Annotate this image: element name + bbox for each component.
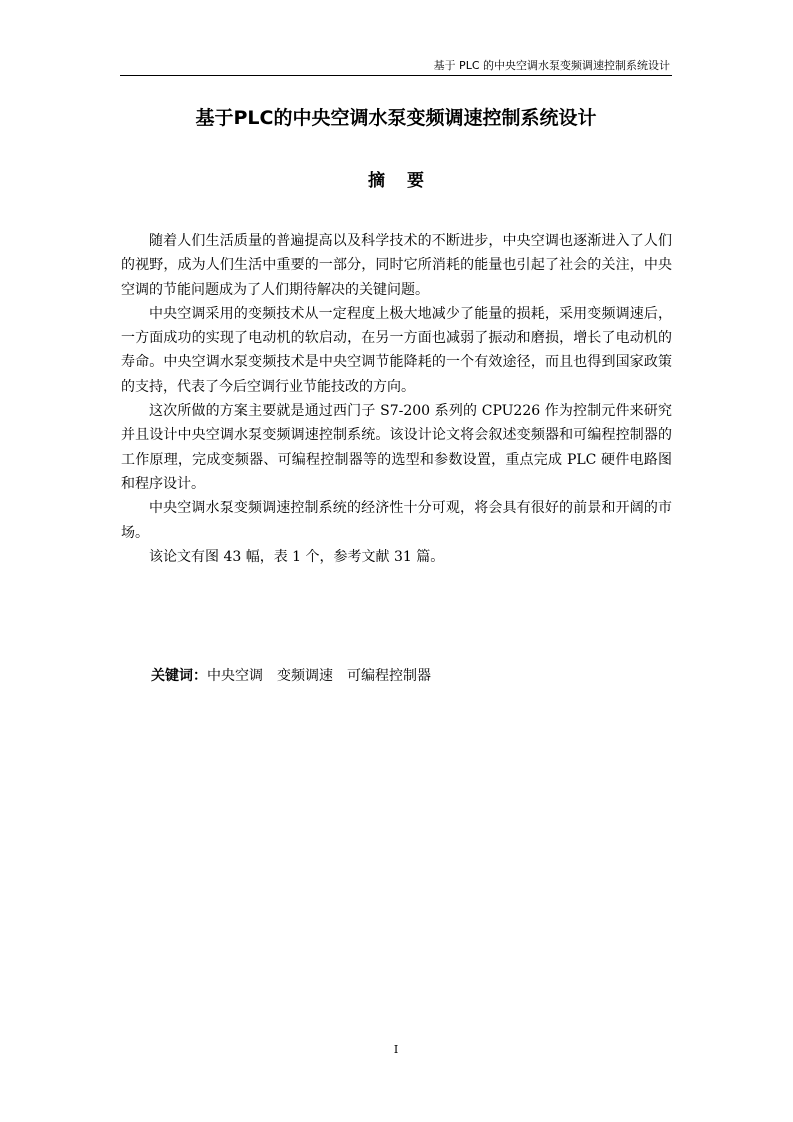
keyword-2: 变频调速 xyxy=(277,668,333,684)
keyword-3: 可编程控制器 xyxy=(347,668,431,684)
abstract-paragraph-4: 中央空调水泵变频调速控制系统的经济性十分可观，将会具有很好的前景和开阔的市场。 xyxy=(121,500,672,541)
document-title: 基于PLC的中央空调水泵变频调速控制系统设计 xyxy=(195,107,597,129)
keywords-line xyxy=(151,665,672,687)
abstract-paragraph-5: 该论文有图 43 幅，表 1 个，参考文献 31 篇。 xyxy=(149,548,445,565)
abstract-paragraph-2: 中央空调采用的变频技术从一定程度上极大地减少了能量的损耗，采用变频调速后，一方面成功的实现了电动机的软启动，在另一方面也减弱了振动和磨损，增长了电动机的寿命。中央空调水泵变频技术是中央空调节能降耗的一个有效途径，而且也得到国家政策的支持，代表了今后空调行业节能技改的方向。 xyxy=(121,305,672,395)
keyword-1: 中央空调 xyxy=(207,668,263,684)
running-header: 基于 PLC 的中央空调水泵变频调速控制系统设计 xyxy=(433,59,670,72)
abstract-paragraph-3: 这次所做的方案主要就是通过西门子 S7-200 系列的 CPU226 作为控制元件来研究并且设计中央空调水泵变频调速控制系统。该设计论文将会叙述变频器和可编程控制器的工作原理，完成变频器、可编程控制器等的选型和参数设置，重点完成 PLC 硬件电路图和程序设计。 xyxy=(121,403,672,492)
page-number: I xyxy=(393,1043,399,1056)
keywords-label: 关键词： xyxy=(151,668,207,684)
abstract-heading: 摘要 xyxy=(368,171,446,191)
abstract-body xyxy=(121,229,672,569)
header-rule xyxy=(120,75,672,76)
abstract-paragraph-1: 随着人们生活质量的普遍提高以及科学技术的不断进步，中央空调也逐渐进入了人们的视野，成为人们生活中重要的一部分，同时它所消耗的能量也引起了社会的关注，中央空调的节能问题成为了人们期待解决的关键问题。 xyxy=(121,233,672,298)
